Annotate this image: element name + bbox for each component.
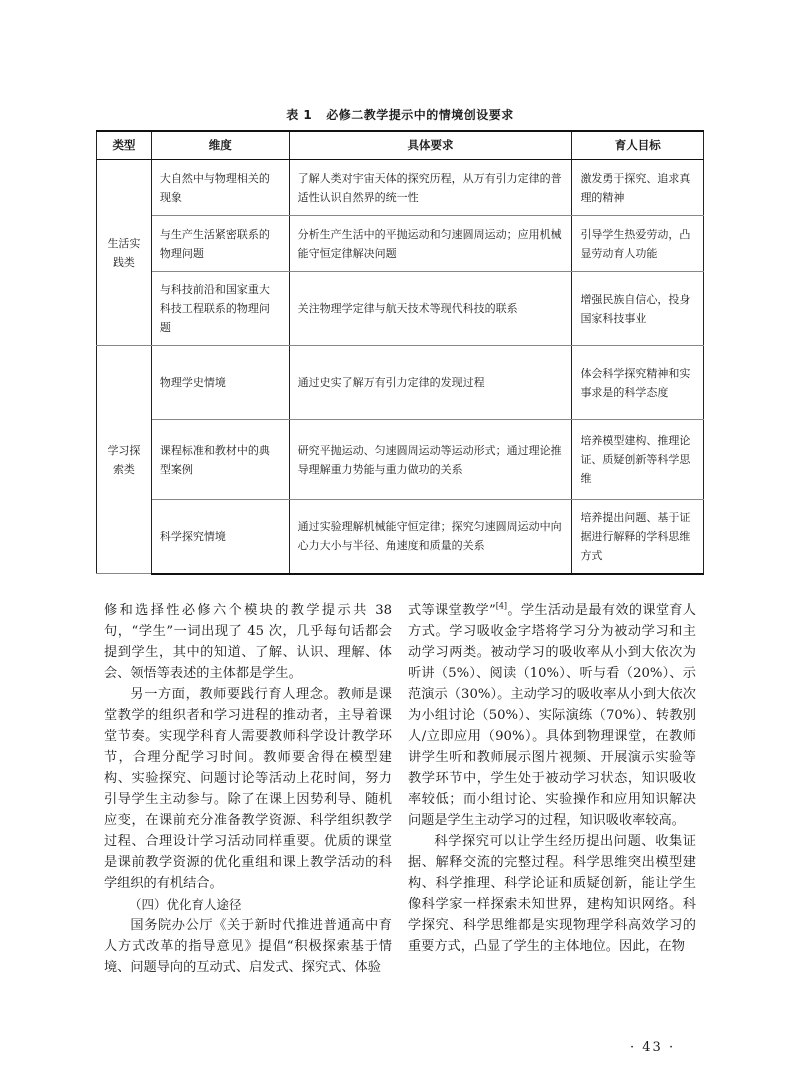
goal-cell: 体会科学探究精神和实事求是的科学态度: [572, 346, 704, 420]
requirement-cell: 通过史实了解万有引力定律的发现过程: [289, 346, 572, 420]
requirements-table: [96, 130, 704, 575]
dimension-cell: 大自然中与物理相关的现象: [151, 160, 289, 216]
requirement-cell: 了解人类对宇宙天体的探究历程，从万有引力定律的普适性认识自然界的统一性: [289, 160, 572, 216]
table-row: [97, 160, 704, 216]
table-row: [97, 500, 704, 574]
dimension-cell: 科学探究情境: [151, 500, 289, 574]
dimension-cell: 与生产生活紧密联系的物理问题: [151, 216, 289, 272]
header-requirement: 具体要求: [289, 131, 572, 160]
requirement-cell: 通过实验理解机械能守恒定律；探究匀速圆周运动中向心力大小与半径、角速度和质量的关系: [289, 500, 572, 574]
paragraph-text: 。学生活动是最有效的课堂育人方式。学习吸收金字塔将学习分为被动学习和主动学习两类。被动学习的吸收率从小到大依次为听讲（5%）、阅读（10%）、听与看（20%）、示范演示（30%）。主动学习的吸收率从小到大依次为小组讨论（50%）、实际演练（70%）、转教别人/立即应用（90%）。具体到物理课堂，在教师讲学生听和教师展示图片视频、开展演示实验等教学环节中，学生处于被动学习状态，知识吸收率较低；而小组讨论、实验操作和应用知识解决问题是学生主动学习的过程，知识吸收率较高。: [408, 603, 696, 828]
category-cell: 学习探索类: [97, 346, 152, 574]
section-heading: （四）优化育人途径: [129, 897, 242, 912]
goal-cell: 培养模型建构、推理论证、质疑创新等科学思维: [572, 420, 704, 500]
requirement-cell: 研究平抛运动、匀速圆周运动等运动形式；通过理论推导理解重力势能与重力做功的关系: [289, 420, 572, 500]
paragraph: 另一方面，教师要践行育人理念。教师是课堂教学的组织者和学习进程的推动者，主导着课堂节奏。实现学科育人需要教师科学设计教学环节，合理分配学习时间。教师要舍得在模型建构、实验探究、问题讨论等活动上花时间，努力引导学生主动参与。除了在课上因势利导、随机应变，在课前充分准备教学资源、科学组织教学过程、合理设计学习活动同样重要。优质的课堂是课前教学资源的优化重组和课上教学活动的科学组织的有机结合。: [104, 687, 392, 891]
citation-ref[interactable]: [4]: [495, 601, 508, 611]
dimension-cell: 课程标准和教材中的典型案例: [151, 420, 289, 500]
table-row: [97, 420, 704, 500]
header-goal: 育人目标: [572, 131, 704, 160]
paragraph: 修和选择性必修六个模块的教学提示共 38 句，“学生”一词出现了 45 次，几乎每句话都会提到学生，其中的知道、了解、认识、理解、体会、领悟等表述的主体都是学生。: [104, 603, 392, 681]
paragraph: 国务院办公厅《关于新时代推进普通高中育人方式改革的指导意见》提倡“积极探索基于情境、问题导向的互动式、启发式、探究式、体验: [104, 918, 392, 975]
requirement-cell: 关注物理学定律与航天技术等现代科技的联系: [289, 272, 572, 346]
right-column: [408, 600, 696, 957]
left-column: [104, 600, 392, 978]
category-cell: 生活实践类: [97, 160, 152, 346]
table-title: 必修二教学提示中的情境创设要求: [326, 108, 514, 122]
dimension-cell: 与科技前沿和国家重大科技工程联系的物理问题: [151, 272, 289, 346]
goal-cell: 增强民族自信心，投身国家科技事业: [572, 272, 704, 346]
table-caption: [0, 106, 800, 123]
goal-cell: 引导学生热爱劳动，凸显劳动育人功能: [572, 216, 704, 272]
table-header-row: [97, 131, 704, 160]
requirement-cell: 分析生产生活中的平抛运动和匀速圆周运动；应用机械能守恒定律解决问题: [289, 216, 572, 272]
table-row: [97, 346, 704, 420]
table-row: [97, 216, 704, 272]
dimension-cell: 物理学史情境: [151, 346, 289, 420]
paragraph-text: 式等课堂教学”: [408, 603, 496, 618]
paragraph: [408, 600, 696, 831]
paragraph: 科学探究可以让学生经历提出问题、收集证据、解释交流的完整过程。科学思维突出模型建构、科学推理、科学论证和质疑创新，能让学生像科学家一样探索未知世界，建构知识网络。科学探究、科学思维都是实现物理学科高效学习的重要方式，凸显了学生的主体地位。因此，在物: [408, 834, 696, 954]
goal-cell: 培养提出问题、基于证据进行解释的学科思维方式: [572, 500, 704, 574]
table-row: [97, 272, 704, 346]
goal-cell: 激发勇于探究、追求真理的精神: [572, 160, 704, 216]
header-type: 类型: [97, 131, 152, 160]
header-dimension: 维度: [151, 131, 289, 160]
table-number: 表 1: [286, 108, 313, 122]
page-number: · 43 ·: [630, 1040, 676, 1055]
